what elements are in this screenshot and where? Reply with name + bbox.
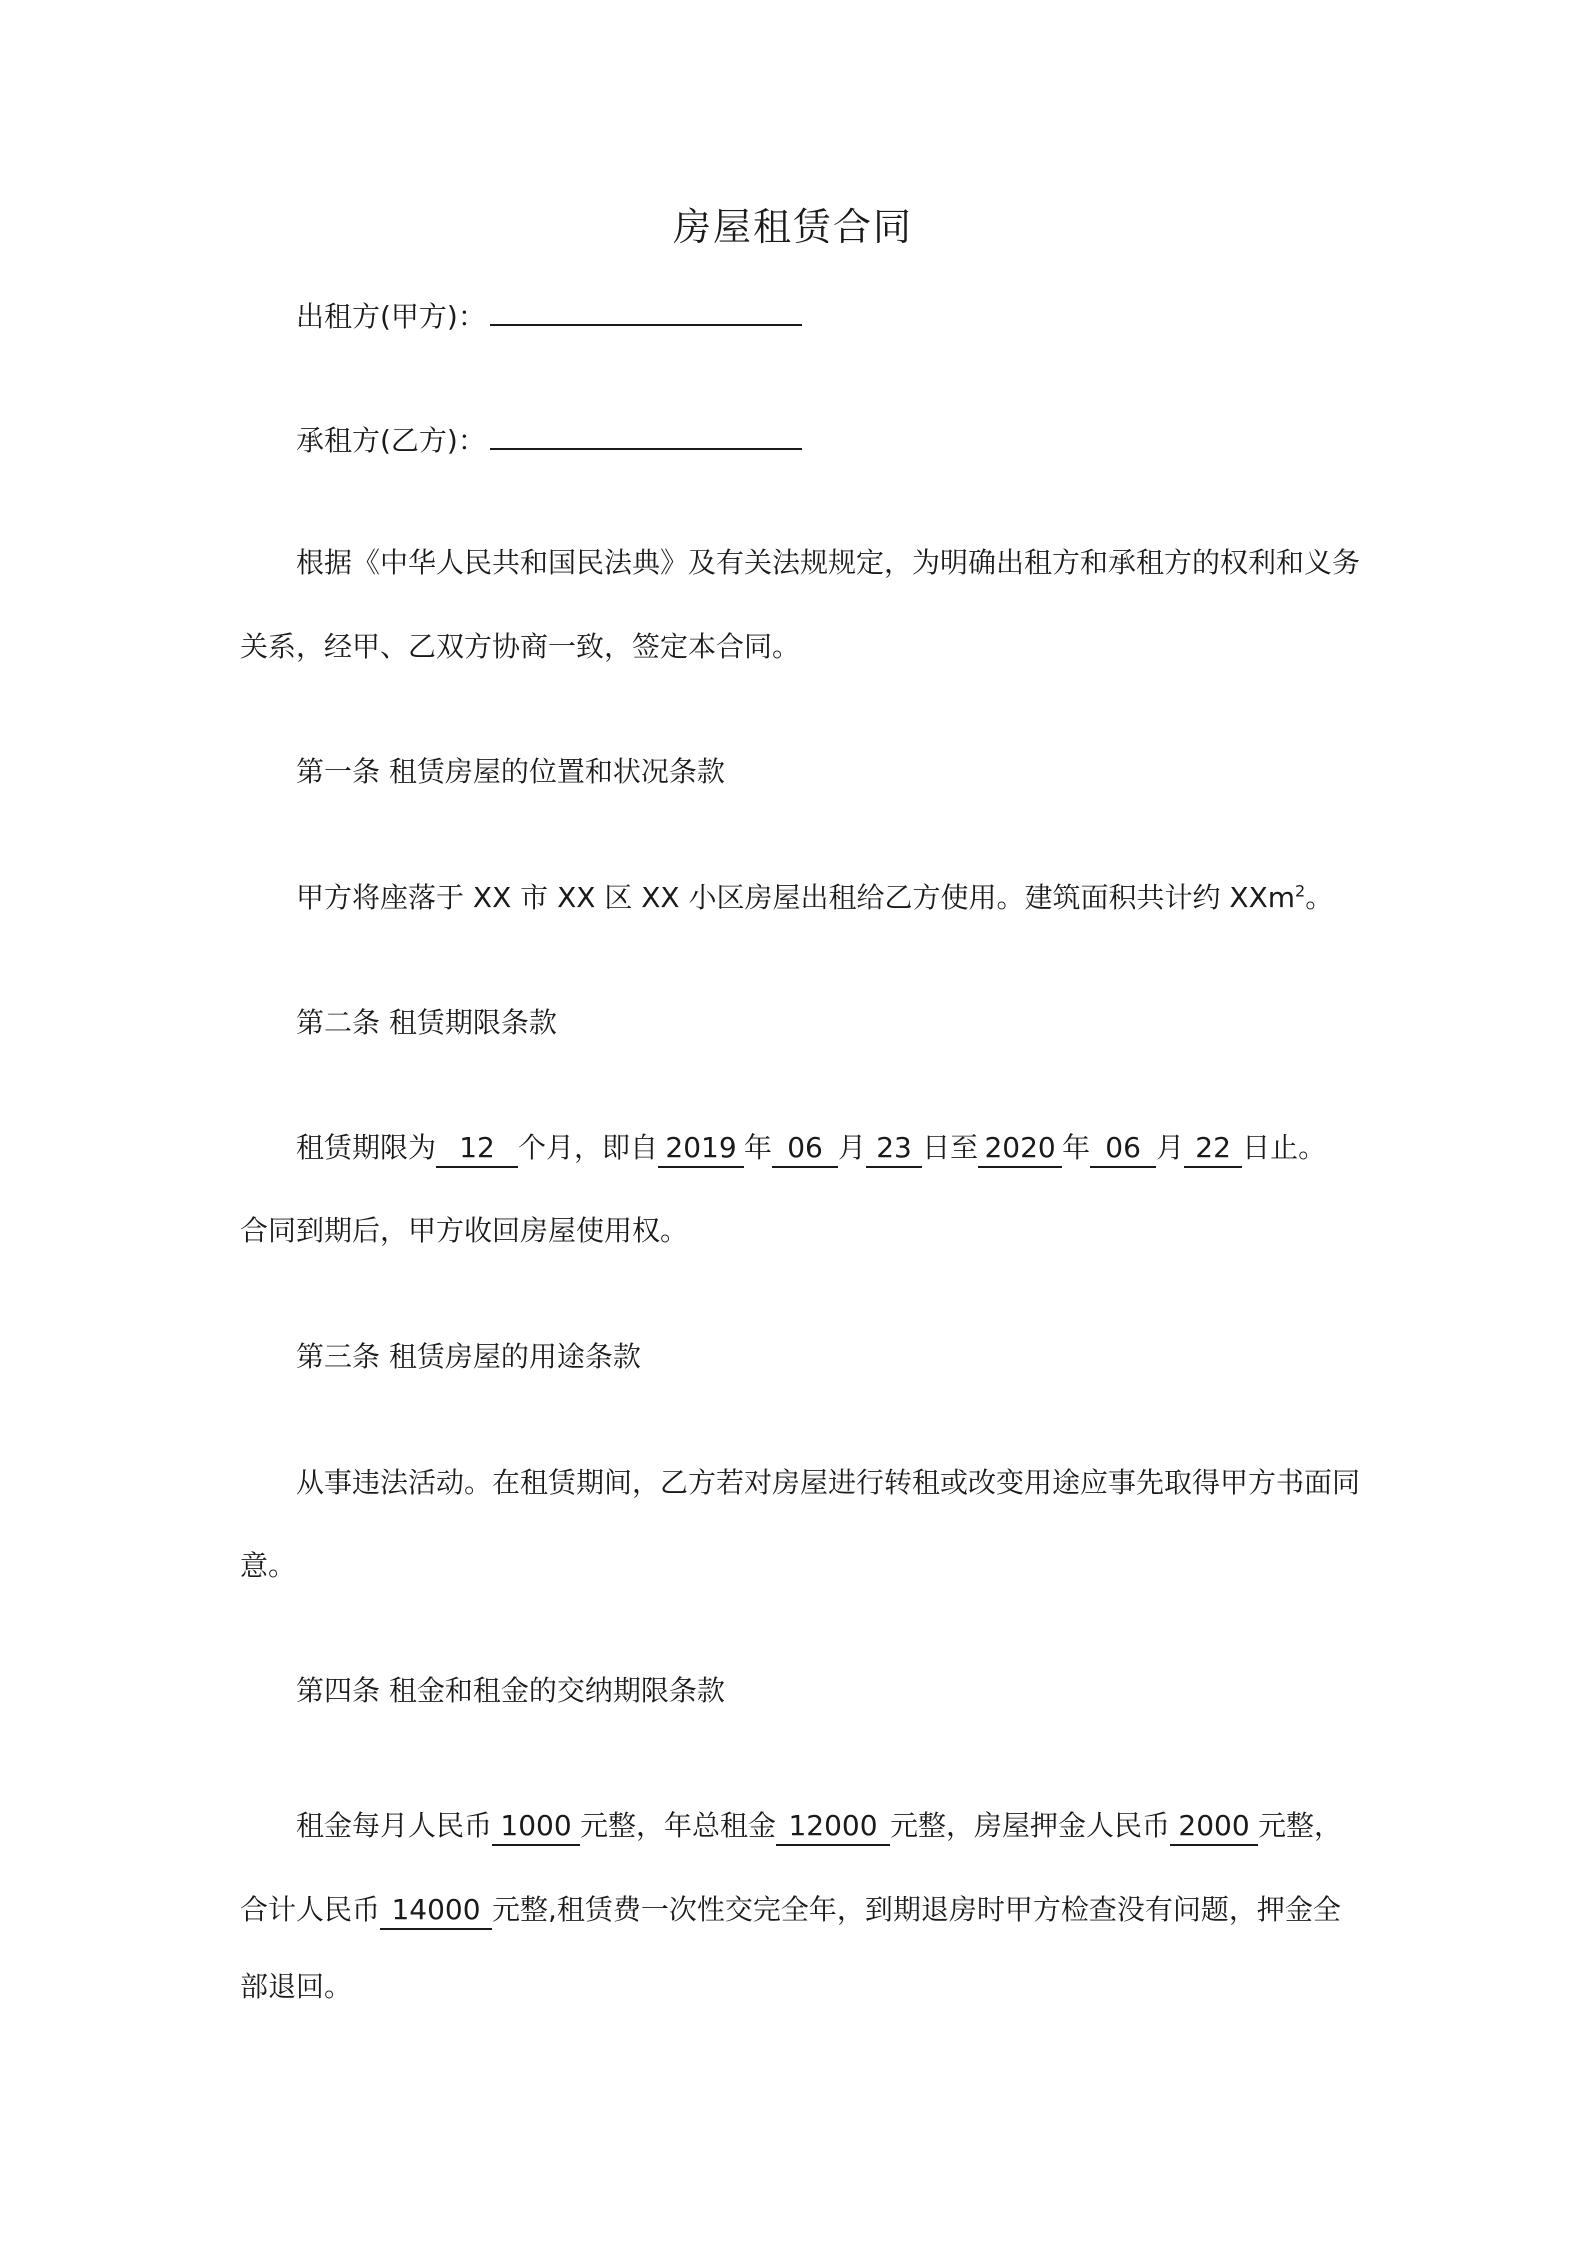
- article-2-term-line: [296, 1128, 1326, 1168]
- article-4-line-1: [296, 1806, 1342, 1846]
- article-2-line-2: 合同到期后，甲方收回房屋使用权。: [240, 1214, 689, 1247]
- deposit-field[interactable]: 2000: [1170, 1808, 1258, 1846]
- end-year-field[interactable]: 2020: [978, 1130, 1062, 1168]
- start-year-field[interactable]: 2019: [658, 1130, 744, 1168]
- term-text: 日止。: [1242, 1131, 1327, 1164]
- article-1-end: 。: [1305, 881, 1334, 914]
- start-month-field[interactable]: 06: [772, 1130, 838, 1168]
- lessor-label: 出租方(甲方)：: [296, 300, 486, 333]
- preamble-line-1: 根据《中华人民共和国民法典》及有关法规规定，为明确出租方和承租方的权利和义务: [296, 546, 1361, 579]
- rent-text: 元整,租赁费一次性交完全年，到期退房时甲方检查没有问题，押金全: [492, 1893, 1341, 1926]
- article-3-heading: 第三条 租赁房屋的用途条款: [296, 1340, 641, 1373]
- end-month-field[interactable]: 06: [1090, 1130, 1156, 1168]
- article-4-line-2: [240, 1890, 1341, 1930]
- term-text: 月: [838, 1131, 867, 1164]
- preamble-line-2: 关系，经甲、乙双方协商一致，签定本合同。: [240, 630, 801, 663]
- term-text: 年: [744, 1131, 773, 1164]
- lessor-blank[interactable]: [490, 294, 802, 326]
- start-day-field[interactable]: 23: [866, 1130, 922, 1168]
- article-2-heading: 第二条 租赁期限条款: [296, 1006, 557, 1039]
- end-day-field[interactable]: 22: [1184, 1130, 1242, 1168]
- term-text: 日至: [922, 1131, 979, 1164]
- rent-text: 元整，: [1258, 1809, 1343, 1842]
- total-amount-field[interactable]: 14000: [380, 1892, 492, 1930]
- rent-text: 元整，房屋押金人民币: [890, 1809, 1171, 1842]
- monthly-rent-field[interactable]: 1000: [492, 1808, 580, 1846]
- term-text: 年: [1062, 1131, 1091, 1164]
- rent-text: 合计人民币: [240, 1893, 381, 1926]
- lessor-line: [296, 294, 802, 337]
- term-text: 个月，即自: [518, 1131, 659, 1164]
- article-3-line-2: 意。: [240, 1549, 297, 1582]
- lessee-label: 承租方(乙方)：: [296, 424, 486, 457]
- months-field[interactable]: 12: [436, 1130, 518, 1168]
- area-superscript: 2: [1295, 881, 1306, 901]
- yearly-rent-field[interactable]: 12000: [776, 1808, 890, 1846]
- rent-text: 元整，年总租金: [580, 1809, 777, 1842]
- article-3-line-1: 从事违法活动。在租赁期间，乙方若对房屋进行转租或改变用途应事先取得甲方书面同: [296, 1466, 1361, 1499]
- lessee-line: [296, 418, 802, 461]
- article-4-heading: 第四条 租金和租金的交纳期限条款: [296, 1674, 725, 1707]
- article-1-body: 甲方将座落于 XX 市 XX 区 XX 小区房屋出租给乙方使用。建筑面积共计约 XXm: [296, 881, 1296, 914]
- term-text: 月: [1156, 1131, 1185, 1164]
- lessee-blank[interactable]: [490, 418, 802, 450]
- article-4-line-3: 部退回。: [240, 1970, 353, 2003]
- term-text: 租赁期限为: [296, 1131, 437, 1164]
- rent-text: 租金每月人民币: [296, 1809, 493, 1842]
- article-1-heading: 第一条 租赁房屋的位置和状况条款: [296, 755, 725, 788]
- document-title: 房屋租赁合同: [672, 205, 913, 249]
- article-1-text: [296, 878, 1333, 918]
